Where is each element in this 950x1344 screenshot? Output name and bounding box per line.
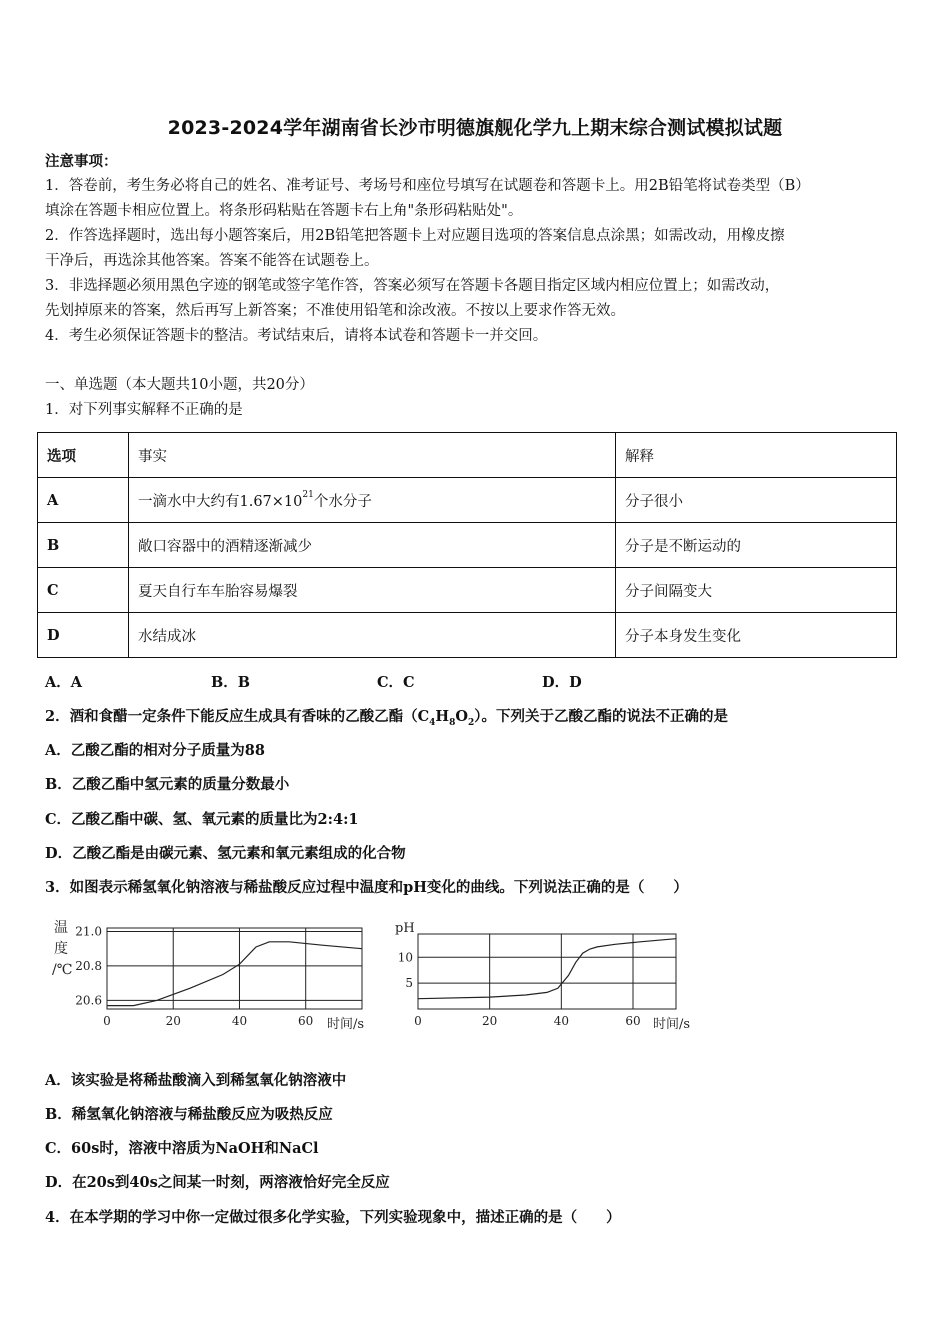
x-axis-label: 时间/s xyxy=(653,1017,691,1032)
table-cell-option: C xyxy=(38,568,129,613)
choice-c: C．C xyxy=(377,674,415,691)
question-3-option: C．60s时，溶液中溶质为NaOH和NaCl xyxy=(45,1140,319,1157)
series-line xyxy=(107,942,362,1006)
table-cell-explain: 分子很小 xyxy=(616,478,897,523)
question-2-option: D．乙酸乙酯是由碳元素、氢元素和氧元素组成的化合物 xyxy=(45,845,406,862)
notice-line: 2．作答选择题时，选出每小题答案后，用2B铅笔把答题卡上对应题目选项的答案信息点涂黑；如需改动，用橡皮擦 xyxy=(45,228,785,244)
question-2-stem xyxy=(45,705,728,735)
y-tick-label: 20.8 xyxy=(75,958,102,973)
stem-text: O xyxy=(455,708,469,725)
y-tick-label: 21.0 xyxy=(75,924,102,939)
x-axis-label: 时间/s xyxy=(327,1017,365,1032)
table-header-row xyxy=(38,433,897,478)
question-2-option: C．乙酸乙酯中碳、氢、氧元素的质量比为2:4:1 xyxy=(45,811,359,828)
table-row xyxy=(38,478,897,523)
fact-text: 一滴水中大约有1.67×10 xyxy=(138,493,303,510)
stem-text: H xyxy=(435,708,450,725)
table-header-cell: 解释 xyxy=(616,433,897,478)
stem-text: ）。下列关于乙酸乙酯的说法不正确的是 xyxy=(474,708,729,725)
notice-line: 1．答卷前，考生务必将自己的姓名、准考证号、考场号和座位号填写在试题卷和答题卡上。用2B铅笔将试卷类型（B） xyxy=(45,178,810,194)
table-row xyxy=(38,613,897,658)
table-cell-option: D xyxy=(38,613,129,658)
stem-text: 2．酒和食醋一定条件下能反应生成具有香味的乙酸乙酯（C xyxy=(45,708,430,725)
question-4-stem: 4．在本学期的学习中你一定做过很多化学实验，下列实验现象中，描述正确的是（ ） xyxy=(45,1209,621,1226)
choice-a: A．A xyxy=(45,674,83,691)
table-cell-fact: 敞口容器中的酒精逐渐减少 xyxy=(129,523,616,568)
series-line xyxy=(418,939,676,999)
table-header-cell: 事实 xyxy=(129,433,616,478)
x-tick-label: 0 xyxy=(414,1014,422,1028)
table-row xyxy=(38,568,897,613)
question-1-table xyxy=(37,432,897,658)
subscript: 2 xyxy=(468,717,475,728)
y-axis-label: /℃ xyxy=(52,962,73,978)
table-cell-fact xyxy=(129,478,616,523)
subscript: 8 xyxy=(449,717,456,728)
choice-d: D．D xyxy=(542,674,582,691)
section-heading: 一、单选题（本大题共10小题，共20分） xyxy=(45,377,314,393)
notice-line: 填涂在答题卡相应位置上。将条形码粘贴在答题卡右上角"条形码粘贴处"。 xyxy=(45,203,523,219)
table-cell-explain: 分子本身发生变化 xyxy=(616,613,897,658)
fact-text: 个水分子 xyxy=(313,493,372,510)
subscript: 4 xyxy=(429,717,436,728)
table-cell-explain: 分子间隔变大 xyxy=(616,568,897,613)
x-tick-label: 0 xyxy=(103,1014,111,1028)
y-tick-label: 5 xyxy=(405,976,413,991)
ph-chart xyxy=(385,912,715,1037)
x-tick-label: 40 xyxy=(553,1014,569,1028)
exponent: 21 xyxy=(302,489,314,500)
page-title: 2023-2024学年湖南省长沙市明德旗舰化学九上期末综合测试模拟试题 xyxy=(167,117,783,139)
table-cell-option: B xyxy=(38,523,129,568)
x-tick-label: 20 xyxy=(165,1014,181,1028)
x-tick-label: 40 xyxy=(231,1014,248,1028)
x-tick-label: 20 xyxy=(482,1014,498,1028)
table-row xyxy=(38,523,897,568)
table-header-cell: 选项 xyxy=(38,433,129,478)
question-3-stem: 3．如图表示稀氢氧化钠溶液与稀盐酸反应过程中温度和pH变化的曲线。下列说法正确的是（ ） xyxy=(45,879,688,896)
notice-line: 先划掉原来的答案，然后再写上新答案；不准使用铅笔和涂改液。不按以上要求作答无效。 xyxy=(45,303,625,319)
y-axis-label: 度 xyxy=(54,941,68,957)
table-cell-option: A xyxy=(38,478,129,523)
y-tick-label: 10 xyxy=(397,950,413,965)
table-cell-fact: 水结成冰 xyxy=(129,613,616,658)
y-axis-label: pH xyxy=(395,921,415,936)
question-1-stem: 1．对下列事实解释不正确的是 xyxy=(45,402,243,418)
notice-line: 4．考生必须保证答题卡的整洁。考试结束后，请将本试卷和答题卡一并交回。 xyxy=(45,328,548,344)
question-3-option: B．稀氢氧化钠溶液与稀盐酸反应为吸热反应 xyxy=(45,1106,333,1123)
choice-b: B．B xyxy=(211,674,251,691)
question-2-option: B．乙酸乙酯中氢元素的质量分数最小 xyxy=(45,776,290,793)
question-3-option: D．在20s到40s之间某一时刻，两溶液恰好完全反应 xyxy=(45,1174,390,1191)
y-axis-label: 温 xyxy=(54,920,68,936)
notice-heading: 注意事项： xyxy=(45,153,118,170)
plot-frame xyxy=(107,928,362,1009)
question-3-option: A．该实验是将稀盐酸滴入到稀氢氧化钠溶液中 xyxy=(45,1072,347,1089)
table-cell-fact: 夏天自行车车胎容易爆裂 xyxy=(129,568,616,613)
question-2-option: A．乙酸乙酯的相对分子质量为88 xyxy=(45,742,265,759)
x-tick-label: 60 xyxy=(298,1014,314,1028)
table-cell-explain: 分子是不断运动的 xyxy=(616,523,897,568)
notice-line: 3．非选择题必须用黑色字迹的钢笔或签字笔作答，答案必须写在答题卡各题目指定区域内相应位置上；如需改动， xyxy=(45,278,780,294)
y-tick-label: 20.6 xyxy=(75,993,102,1008)
x-tick-label: 60 xyxy=(625,1014,641,1028)
notice-line: 干净后，再选涂其他答案。答案不能答在试题卷上。 xyxy=(45,253,379,269)
temperature-chart xyxy=(40,912,380,1037)
